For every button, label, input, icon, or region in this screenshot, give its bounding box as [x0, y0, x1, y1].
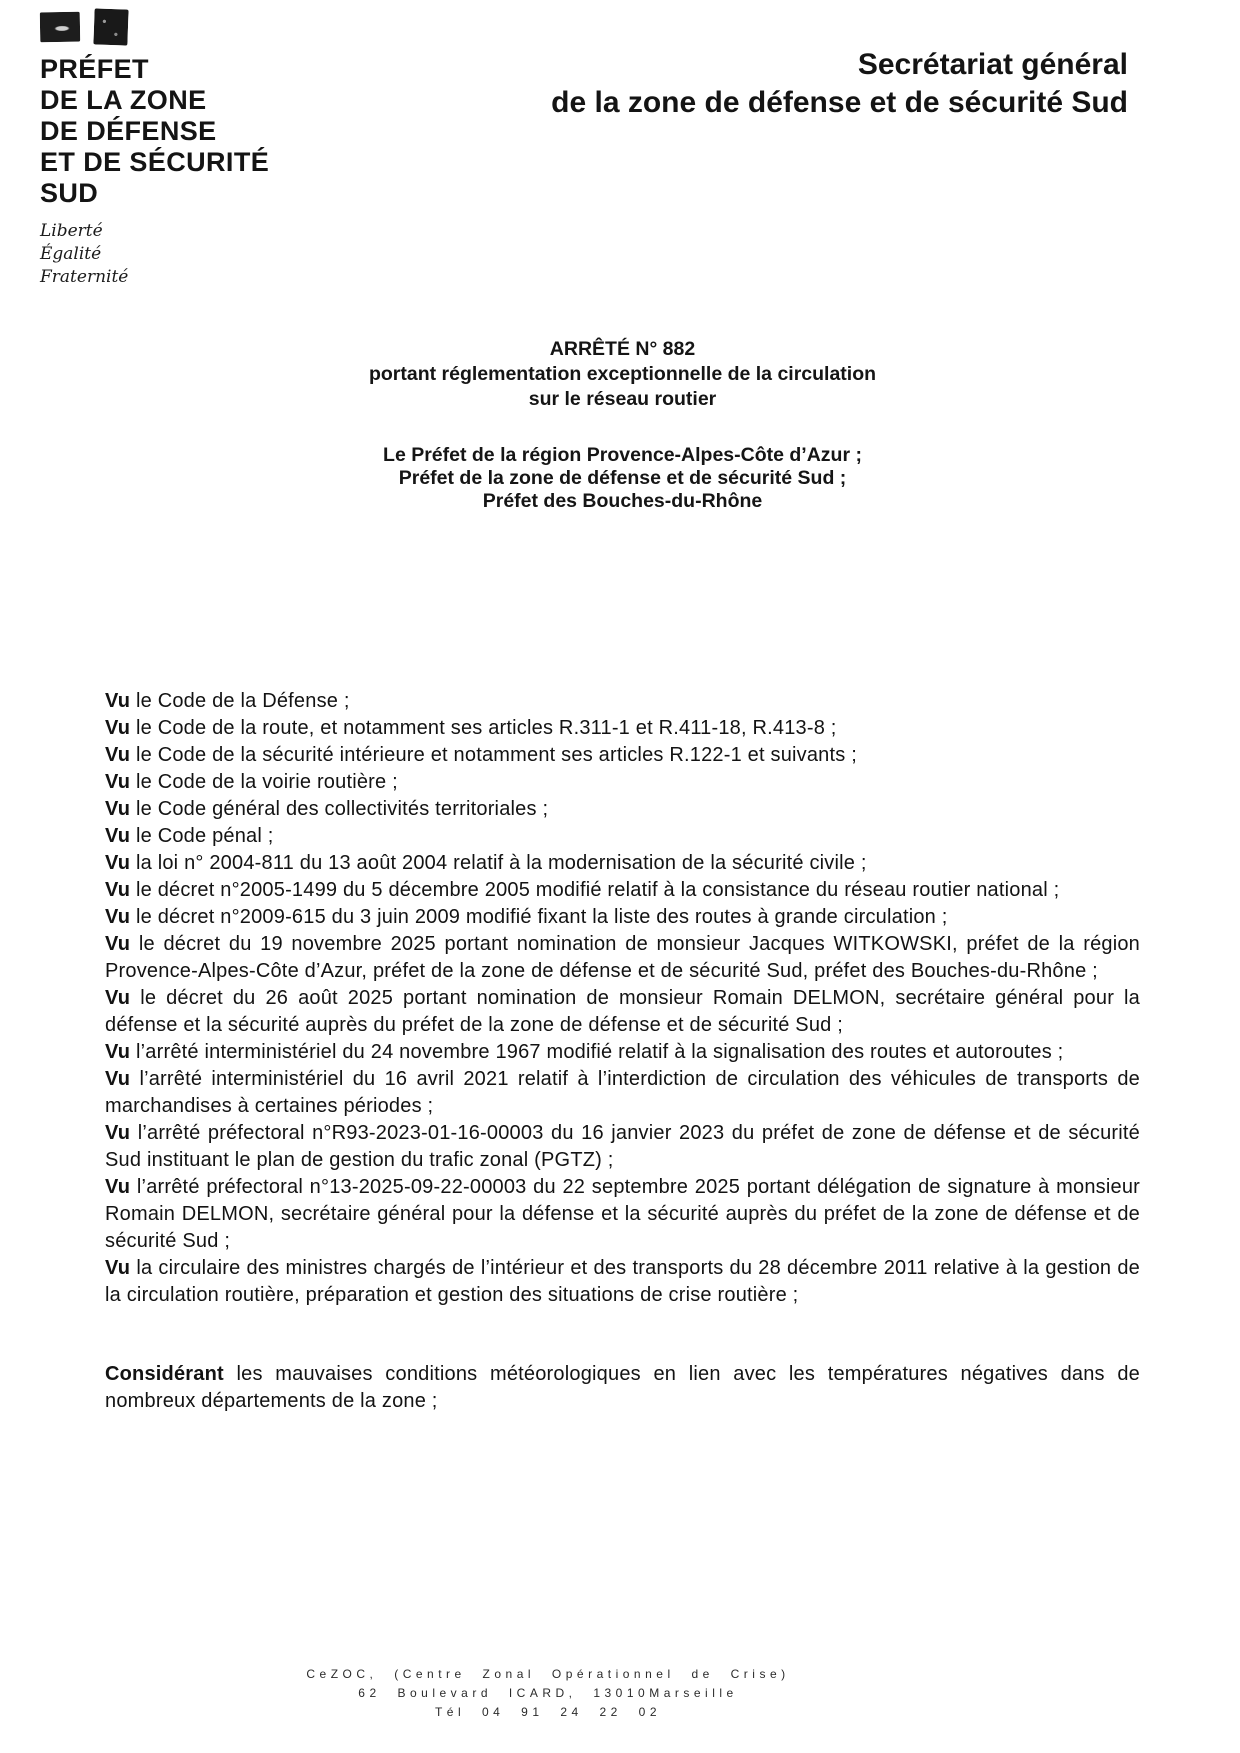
footer-line: Tél 04 91 24 22 02: [434, 1705, 662, 1719]
footer-line: CeZOC, (Centre Zonal Opérationnel de Crise): [306, 1667, 790, 1681]
visa-text: le décret n°2005-1499 du 5 décembre 2005 modifié relatif à la consistance du réseau routier national ;: [135, 879, 1060, 901]
visa-paragraph: [105, 796, 1140, 823]
visa-lead: Vu: [105, 933, 131, 955]
republic-motto: [40, 220, 269, 289]
visa-text: le Code de la sécurité intérieure et notamment ses articles R.122-1 et suivants ;: [135, 744, 857, 766]
visa-text: l’arrêté interministériel du 16 avril 2021 relatif à l’interdiction de circulation des véhicules de transports de marchandises à certaines périodes ;: [105, 1068, 1140, 1117]
visa-paragraph: [105, 850, 1140, 877]
visa-text: le Code pénal ;: [135, 825, 274, 847]
visa-lead: Vu: [105, 1041, 131, 1063]
visa-paragraph: [105, 823, 1140, 850]
visa-paragraph: [105, 742, 1140, 769]
visa-lead: Vu: [105, 1122, 131, 1144]
motto-line: Égalité: [40, 244, 102, 264]
visa-text: le Code de la route, et notamment ses articles R.311-1 et R.411-18, R.413-8 ;: [135, 717, 837, 739]
visa-paragraph: [105, 715, 1140, 742]
visa-paragraph: [105, 904, 1140, 931]
visa-lead: Vu: [105, 1176, 131, 1198]
visa-text: l’arrêté interministériel du 24 novembre 1967 modifié relatif à la signalisation des routes et autoroutes ;: [135, 1041, 1064, 1063]
considerant-text: les mauvaises conditions météorologiques en lien avec les températures négatives dans de nombreux départements de la zone ;: [105, 1363, 1140, 1412]
page-footer: [0, 1665, 1240, 1722]
decree-title-line: portant réglementation exceptionnelle de la circulation: [368, 363, 877, 385]
visa-paragraph: [105, 1255, 1140, 1309]
issuing-service-line: Secrétariat général: [857, 48, 1128, 81]
visa-paragraph: [105, 1174, 1140, 1255]
prefecture-name-line: DE DÉFENSE: [40, 116, 217, 146]
visa-lead: Vu: [105, 771, 131, 793]
header-left: [40, 12, 269, 289]
prefecture-name: [40, 54, 269, 209]
visa-text: le décret du 19 novembre 2025 portant nomination de monsieur Jacques WITKOWSKI, préfet de la région Provence-Alpes-Côte d’Azur, préfet de la zone de défense et de sécurité Sud, préfet des Bouches-du-Rhône ;: [105, 933, 1141, 982]
visa-paragraph: [105, 877, 1140, 904]
visa-text: le Code de la voirie routière ;: [135, 771, 398, 793]
issuer-line: Le Préfet de la région Provence-Alpes-Côte d’Azur ;: [383, 444, 862, 466]
visa-paragraph: [105, 931, 1140, 985]
decree-title-line: sur le réseau routier: [528, 388, 717, 410]
visa-text: le Code général des collectivités territoriales ;: [135, 798, 549, 820]
issuer-line: Préfet de la zone de défense et de sécurité Sud ;: [398, 467, 847, 489]
issuing-service: [551, 46, 1128, 122]
issuer-block: [105, 444, 1140, 513]
considerant-lead: Considérant: [105, 1363, 224, 1385]
visa-lead: Vu: [105, 879, 131, 901]
decree-body: [105, 688, 1140, 1415]
visa-paragraph: [105, 769, 1140, 796]
visa-lead: Vu: [105, 744, 131, 766]
visa-text: le Code de la Défense ;: [135, 690, 350, 712]
visa-lead: Vu: [105, 987, 131, 1009]
logo-block-icon: [40, 12, 81, 43]
visa-text: la circulaire des ministres chargés de l’intérieur et des transports du 28 décembre 2011 relative à la gestion de la circulation routière, préparation et gestion des situations de crise routière ;: [105, 1257, 1140, 1306]
visa-paragraph: [105, 1039, 1140, 1066]
visa-text: l’arrêté préfectoral n°13-2025-09-22-00003 du 22 septembre 2025 portant délégation de signature à monsieur Romain DELMON, secrétaire général pour la défense et la sécurité auprès du préfet de la zone de défense et de sécurité Sud ;: [105, 1176, 1140, 1252]
visa-lead: Vu: [105, 717, 131, 739]
visa-paragraph: [105, 1066, 1140, 1120]
logo-block-icon: [93, 8, 128, 45]
visa-paragraph: [105, 985, 1140, 1039]
visa-lead: Vu: [105, 690, 131, 712]
visa-paragraph: [105, 688, 1140, 715]
visa-lead: Vu: [105, 1068, 131, 1090]
marianne-logo-scan-icon: [40, 12, 269, 45]
visa-text: le décret n°2009-615 du 3 juin 2009 modifié fixant la liste des routes à grande circulation ;: [135, 906, 948, 928]
visa-lead: Vu: [105, 906, 131, 928]
prefecture-name-line: ET DE SÉCURITÉ: [40, 147, 270, 177]
motto-line: Fraternité: [40, 267, 129, 287]
visa-lead: Vu: [105, 852, 131, 874]
visa-text: le décret du 26 août 2025 portant nomination de monsieur Romain DELMON, secrétaire général pour la défense et la sécurité auprès du préfet de la zone de défense et de sécurité Sud ;: [105, 987, 1140, 1036]
prefecture-name-line: DE LA ZONE: [40, 85, 207, 115]
footer-line: 62 Boulevard ICARD, 13010Marseille: [358, 1686, 738, 1700]
visa-paragraph: [105, 1120, 1140, 1174]
issuing-service-line: de la zone de défense et de sécurité Sud: [551, 86, 1128, 119]
prefecture-name-line: PRÉFET: [40, 54, 149, 84]
visa-lead: Vu: [105, 825, 131, 847]
motto-line: Liberté: [40, 221, 103, 241]
considerant-paragraph: [105, 1361, 1140, 1415]
visa-lead: Vu: [105, 1257, 131, 1279]
decree-title: [105, 337, 1140, 412]
issuer-line: Préfet des Bouches-du-Rhône: [482, 490, 763, 512]
visa-text: l’arrêté préfectoral n°R93-2023-01-16-00003 du 16 janvier 2023 du préfet de zone de défense et de sécurité Sud instituant le plan de gestion du trafic zonal (PGTZ) ;: [105, 1122, 1140, 1171]
decree-number: ARRÊTÉ N° 882: [549, 338, 696, 360]
prefecture-name-line: SUD: [40, 178, 99, 208]
visa-text: la loi n° 2004-811 du 13 août 2004 relatif à la modernisation de la sécurité civile ;: [135, 852, 867, 874]
visa-lead: Vu: [105, 798, 131, 820]
